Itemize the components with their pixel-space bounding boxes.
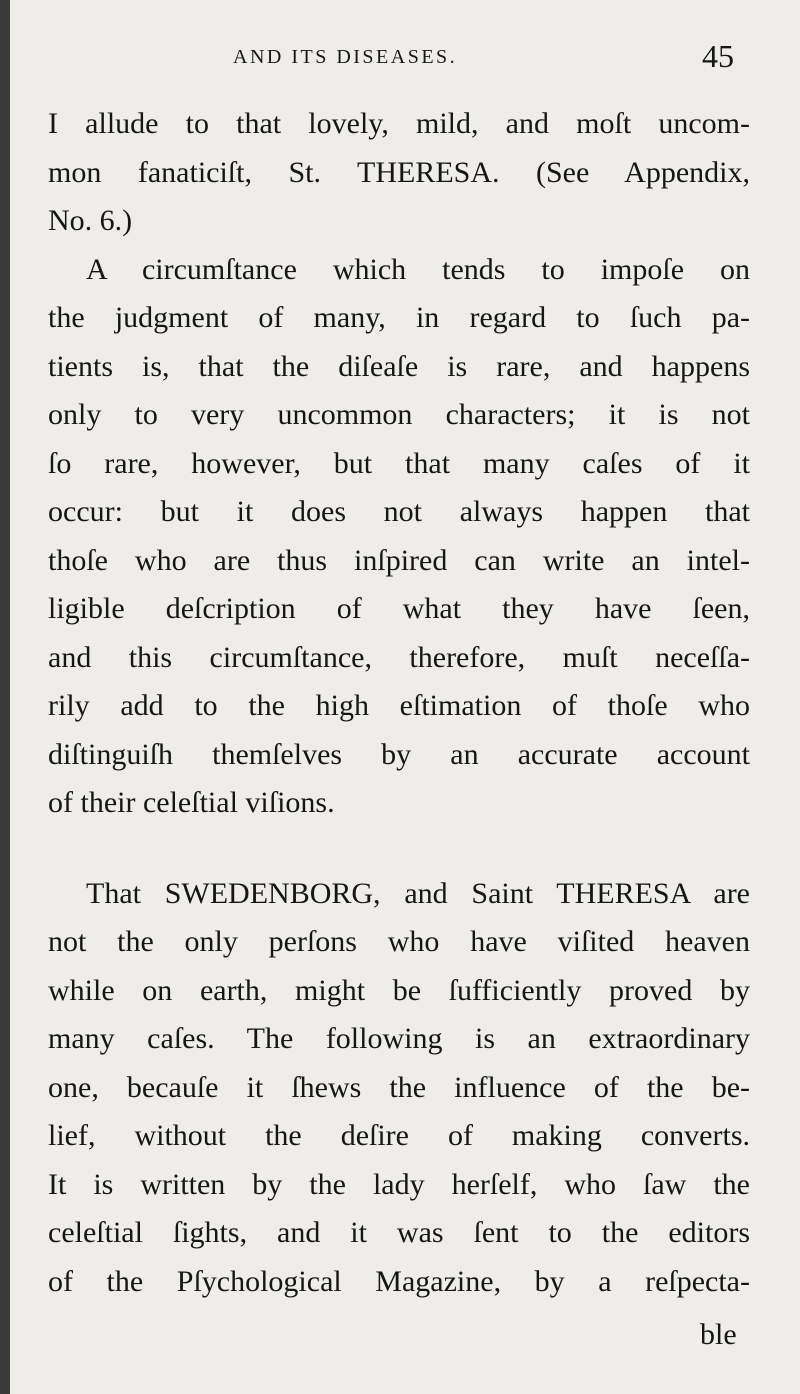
text-line: ligible deſcription of what they have ſeen, xyxy=(48,592,750,625)
text-line: That SWEDENBORG, and Saint THERESA are xyxy=(86,876,750,910)
paragraph-gap xyxy=(48,828,750,870)
text-line: It is written by the lady herſelf, who ſaw the xyxy=(48,1167,750,1201)
running-head-title: AND ITS DISEASES. xyxy=(233,46,458,68)
text-line: the judgment of many, in regard to ſuch pa- xyxy=(48,301,750,334)
text-line: thoſe who are thus inſpired can write an intel- xyxy=(48,543,750,577)
text-line: occur: but it does not always happen that xyxy=(48,495,750,528)
text-line: lief, without the deſire of making converts. xyxy=(48,1119,750,1152)
text-line: only to very uncommon characters; it is not xyxy=(48,398,750,431)
text-line: one, becauſe it ſhews the influence of the be- xyxy=(48,1070,750,1104)
text-line: not the only perſons who have viſited heaven xyxy=(48,925,750,958)
text-line: diſtinguiſh themſelves by an accurate account xyxy=(48,737,750,771)
text-line: mon fanaticiſt, St. THERESA. (See Appendix, xyxy=(48,155,750,189)
text-line: No. 6.) xyxy=(48,204,133,237)
text-line: A circumſtance which tends to impoſe on xyxy=(86,252,750,286)
text-line: of the Pſychological Magazine, by a reſpecta- xyxy=(48,1264,750,1298)
text-line: and this circumſtance, therefore, muſt neceſſa- xyxy=(48,640,750,674)
text-line: celeſtial ſights, and it was ſent to the editors xyxy=(48,1216,750,1249)
body-text xyxy=(48,100,750,1306)
text-line: ſo rare, however, but that many caſes of it xyxy=(48,446,750,480)
page-number: 45 xyxy=(702,38,734,74)
catchword: ble xyxy=(700,1318,737,1351)
text-line: many caſes. The following is an extraordinary xyxy=(48,1022,750,1055)
page-edge-shadow xyxy=(0,0,10,1394)
text-line: tients is, that the diſeaſe is rare, and happens xyxy=(48,349,750,383)
text-line: rily add to the high eſtimation of thoſe who xyxy=(48,689,750,722)
running-head xyxy=(0,38,800,82)
text-line: while on earth, might be ſufficiently proved by xyxy=(48,973,750,1007)
text-line: of their celeſtial viſions. xyxy=(48,786,335,819)
text-line: I allude to that lovely, mild, and moſt uncom- xyxy=(48,107,750,140)
